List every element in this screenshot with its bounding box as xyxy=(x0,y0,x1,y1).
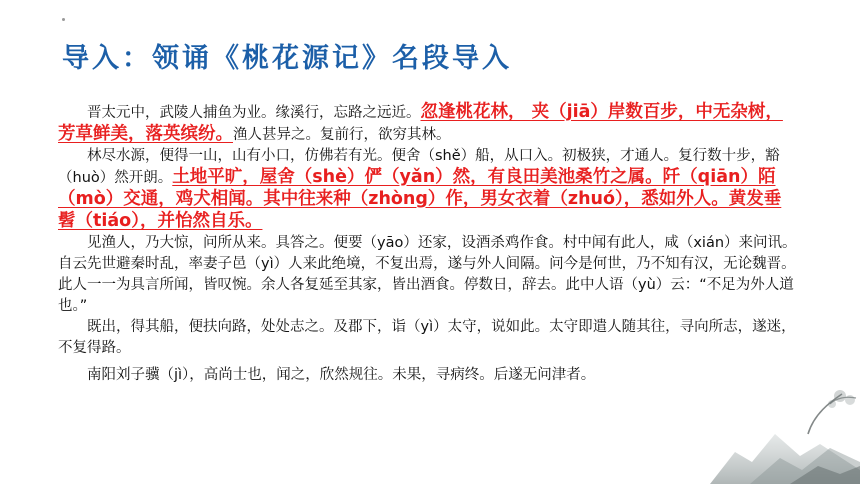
p1-text-2: 渔人甚异之。复前行，欲穷其林。 xyxy=(233,127,451,143)
paragraph-4: 既出，得其船，便扶向路，处处志之。及郡下，诣（yì）太守，说如此。太守即遣人随其往，寻向所志，遂迷，不复得路。 xyxy=(58,319,796,356)
p2-highlight: 土地平旷，屋舍（shè）俨（yǎn）然，有良田美池桑竹之属。阡（qiān）陌（mò）交通，鸡犬相闻。其中往来种（zhòng）作，男女衣着（zhuó），悉如外人。黄发垂髫（tiáo），并怡然自乐。 xyxy=(58,167,782,231)
paragraph-3: 见渔人，乃大惊，问所从来。具答之。便要（yāo）还家，设酒杀鸡作食。村中闻有此人，咸（xián）来问讯。自云先世避秦时乱，率妻子邑（yì）人来此绝境，不复出焉，遂与外人间隔。问今是何世，乃不知有汉，无论魏晋。此人一一为具言所闻，皆叹惋。余人各复延至其家，皆出酒食。停数日，辞去。此中人语（yù）云：“不足为外人道也。” xyxy=(58,235,797,314)
paragraph-2 xyxy=(58,146,798,233)
decorative-dot xyxy=(62,18,65,21)
passage xyxy=(58,102,798,386)
ink-landscape-decoration xyxy=(690,374,860,484)
paragraph-1 xyxy=(58,102,798,146)
p1-text-1: 晋太元中，武陵人捕鱼为业。缘溪行，忘路之远近。 xyxy=(87,105,421,121)
p2-text-1: 林尽水源，便得一山，山有小口，仿佛若有光。便舍（shě）船，从口入。初极狭，才通人。复行数十步，豁（huò）然开朗。 xyxy=(58,148,780,186)
p1-highlight: 忽逢桃花林， 夹（jiā）岸数百步，中无杂树，芳草鲜美，落英缤纷。 xyxy=(58,102,783,144)
slide-title: 导入：领诵《桃花源记》名段导入 xyxy=(62,43,512,74)
paragraph-5: 南阳刘子骥（jì），高尚士也，闻之，欣然规往。未果，寻病终。后遂无问津者。 xyxy=(87,367,596,383)
